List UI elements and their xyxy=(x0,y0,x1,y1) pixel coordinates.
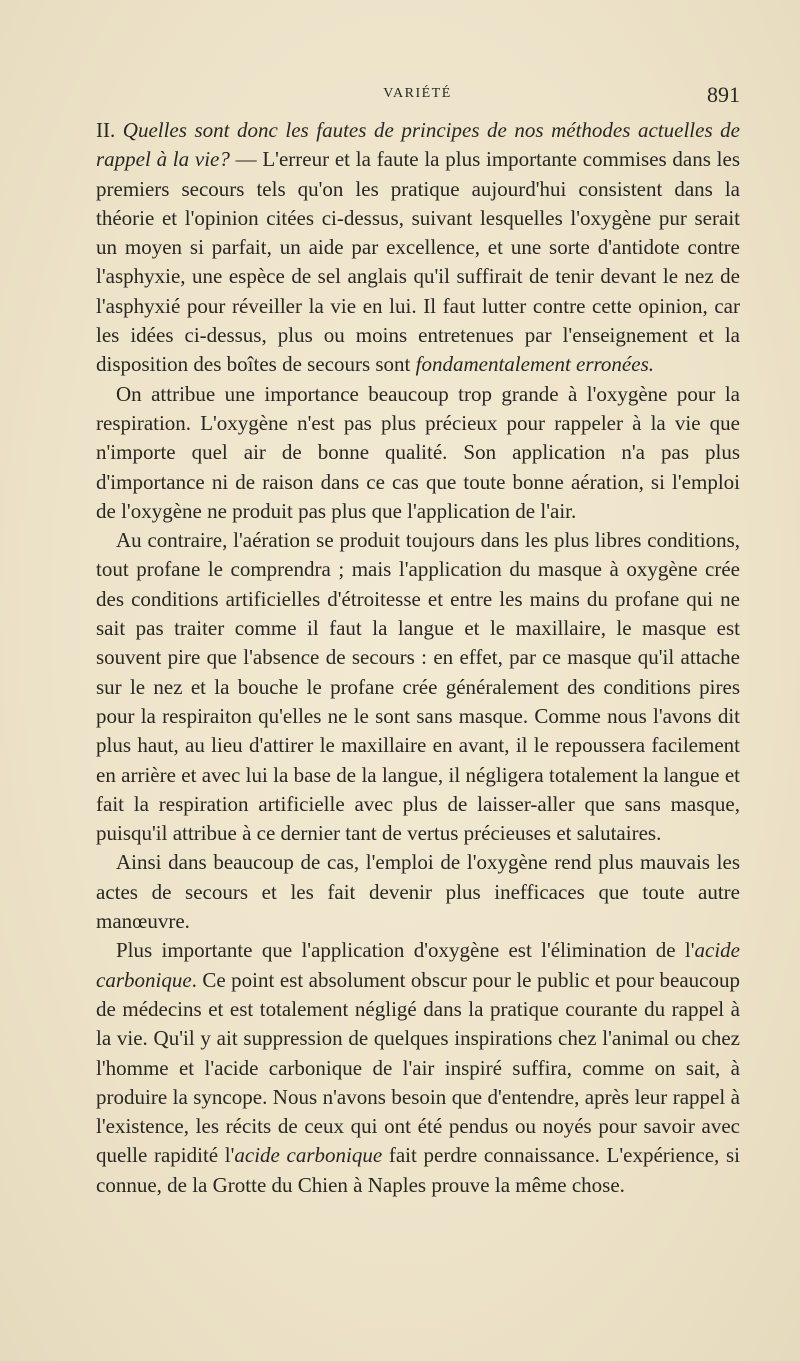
italic-phrase: fondamentalement erronées. xyxy=(415,352,654,377)
paragraph-2 xyxy=(96,380,740,526)
italic-phrase: acide carbonique xyxy=(234,1143,383,1168)
italic-phrase: acide carbonique xyxy=(96,938,740,992)
text-segment: Au contraire, l'aération se produit toujours dans les plus libres conditions, tout profane le comprendra ; mais l'application du masque à oxygène crée des conditions artificielles d'étroitesse et entre les mains du profane qui ne sait pas traiter comme il faut la langue et le maxillaire, le masque est souvent pire que l'absence de secours : en effet, par ce masque qu'il attache sur le nez et la bouche le profane crée généralement des conditions pires pour la respiraiton qu'elles ne le sont sans masque. Comme nous l'avons dit plus haut, au lieu d'attirer le maxillaire en avant, il le repoussera facilement en arrière et avec lui la base de la langue, il négligera totalement la langue et fait la respiration artificielle avec plus de laisser-aller que sans masque, puisqu'il attribue à ce dernier tant de vertus précieuses et salutaires. xyxy=(96,528,740,846)
page-number: 891 xyxy=(707,82,740,107)
paragraph-4 xyxy=(96,848,740,936)
text-segment: On attribue une importance beaucoup trop grande à l'oxygène pour la respiration. L'oxygène n'est pas plus précieux pour rappeler à la vie que n'importe quel air de bonne qualité. Son application n'a pas plus d'importance ni de raison dans ce cas que toute bonne aération, si l'emploi de l'oxygène ne produit pas plus que l'application de l'air. xyxy=(96,381,740,523)
body-text xyxy=(96,116,740,1200)
running-head: VARIÉTÉ xyxy=(383,86,452,101)
text-segment: . Ce point est absolument obscur pour le public et pour beaucoup de médecins et est totalement négligé dans la pratique courante du rappel à la vie. Qu'il y ait suppression de quelques inspirations chez l'animal ou chez l'homme et l'acide carbonique de l'air inspiré suffira, comme on sait, à produire la syncope. Nous n'avons besoin que d'entendre, après leur rappel à l'existence, les récits de ceux qui ont été pendus ou noyés pour savoir avec quelle rapidité l' xyxy=(96,967,740,1168)
paragraph-1 xyxy=(96,116,740,380)
paragraph-3 xyxy=(96,526,740,848)
text-segment: fait perdre connaissance. L'expérience, si connue, de la Grotte du Chien à Naples prouve la même chose. xyxy=(96,1143,740,1197)
text-segment: Ainsi dans beaucoup de cas, l'emploi de l'oxygène rend plus mauvais les actes de secours et les fait devenir plus inefficaces que toute autre manœuvre. xyxy=(96,850,740,934)
paragraph-5 xyxy=(96,936,740,1200)
italic-phrase: Quelles sont donc les fautes de principes de nos méthodes actuelles de rappel à la vie? xyxy=(96,118,740,172)
page-header xyxy=(95,82,740,112)
text-segment: II. xyxy=(96,118,123,142)
text-segment: Plus importante que l'application d'oxygène est l'élimination de l' xyxy=(116,938,695,963)
text-segment: — L'erreur et la faute la plus importante commises dans les premiers secours tels qu'on les pratique aujourd'hui consistent dans la théorie et l'opinion citées ci-dessus, suivant lesquelles l'oxygène pur serait un moyen si parfait, un aide par excellence, et une sorte d'antidote contre l'asphyxie, une espèce de sel anglais qu'il suffirait de tenir devant le nez de l'asphyxié pour réveiller la vie en lui. Il faut lutter contre cette opinion, car les idées ci-dessus, plus ou moins entretenues par l'enseignement et la disposition des boîtes de secours sont xyxy=(96,147,740,377)
